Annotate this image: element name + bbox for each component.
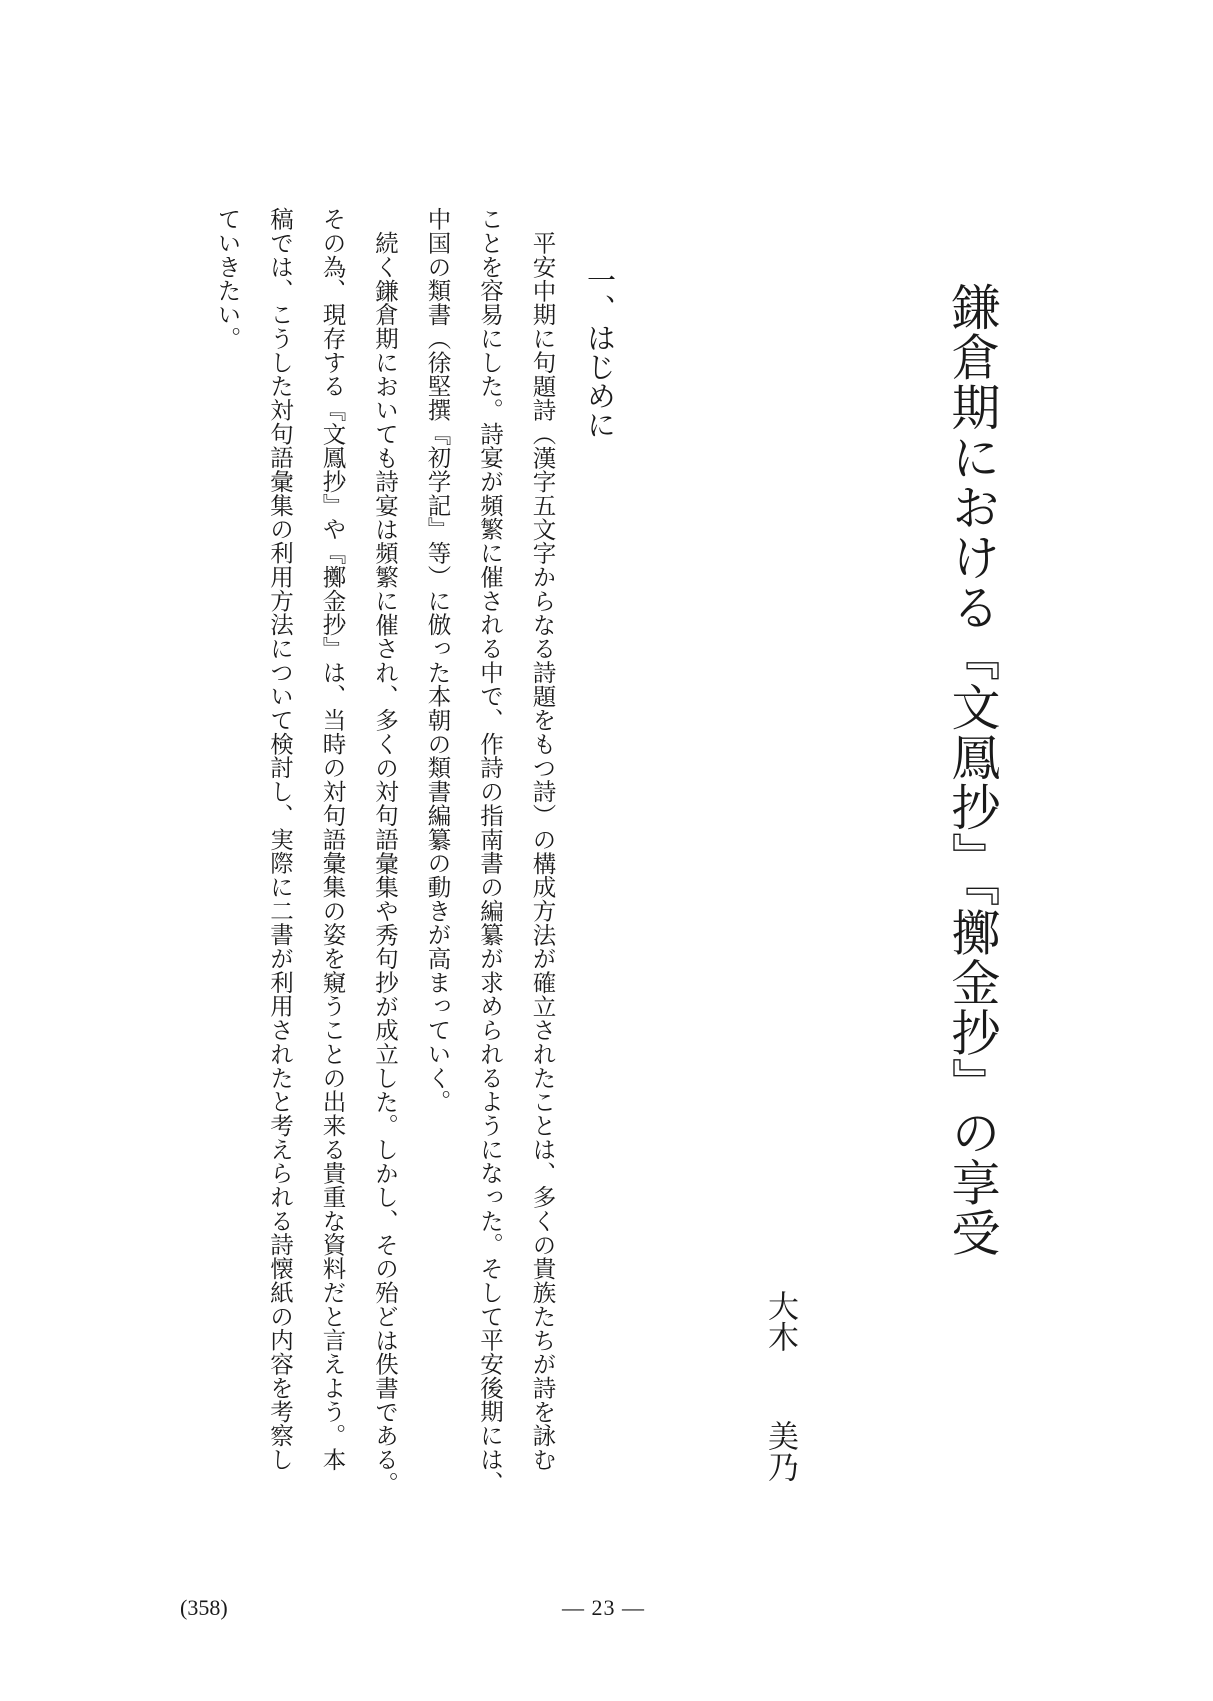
author-name xyxy=(762,1290,798,1482)
section-heading: 一、はじめに xyxy=(583,265,617,439)
body-line: 平安中期に句題詩（漢字五文字からなる詩題をもつ詩）の構成方法が確立されたことは、多くの貴族たちが詩を詠む xyxy=(528,230,557,1471)
author-family-name: 大木 xyxy=(762,1290,798,1352)
body-line: 中国の類書（徐堅撰『初学記』等）に倣った本朝の類書編纂の動きが高まっていく。 xyxy=(423,207,452,1114)
page-number: — 23 — xyxy=(562,1595,645,1620)
body-line: ていきたい。 xyxy=(213,207,242,351)
body-line: ことを容易にした。詩宴が頻繁に催される中で、作詩の指南書の編纂が求められるようになった。そして平安後期には、 xyxy=(476,207,504,1495)
article-title: 鎌倉期における『文鳳抄』『擲金抄』の享受 xyxy=(944,282,1001,1258)
journal-page-label: (358) xyxy=(180,1595,228,1620)
body-text xyxy=(186,207,557,1537)
author-given-name: 美乃 xyxy=(762,1420,798,1482)
body-line: 稿では、こうした対句語彙集の利用方法について検討し、実際に二書が利用されたと考えられる詩懐紙の内容を考察し xyxy=(266,207,294,1472)
body-line: 続く鎌倉期においても詩宴は頻繁に催され、多くの対句語彙集や秀句抄が成立した。しかし、その殆どは佚書である。 xyxy=(371,230,399,1495)
body-line: その為、現存する『文鳳抄』や『擲金抄』は、当時の対句語彙集の姿を窺うことの出来る貴重な資料だと言えよう。本 xyxy=(318,207,347,1472)
